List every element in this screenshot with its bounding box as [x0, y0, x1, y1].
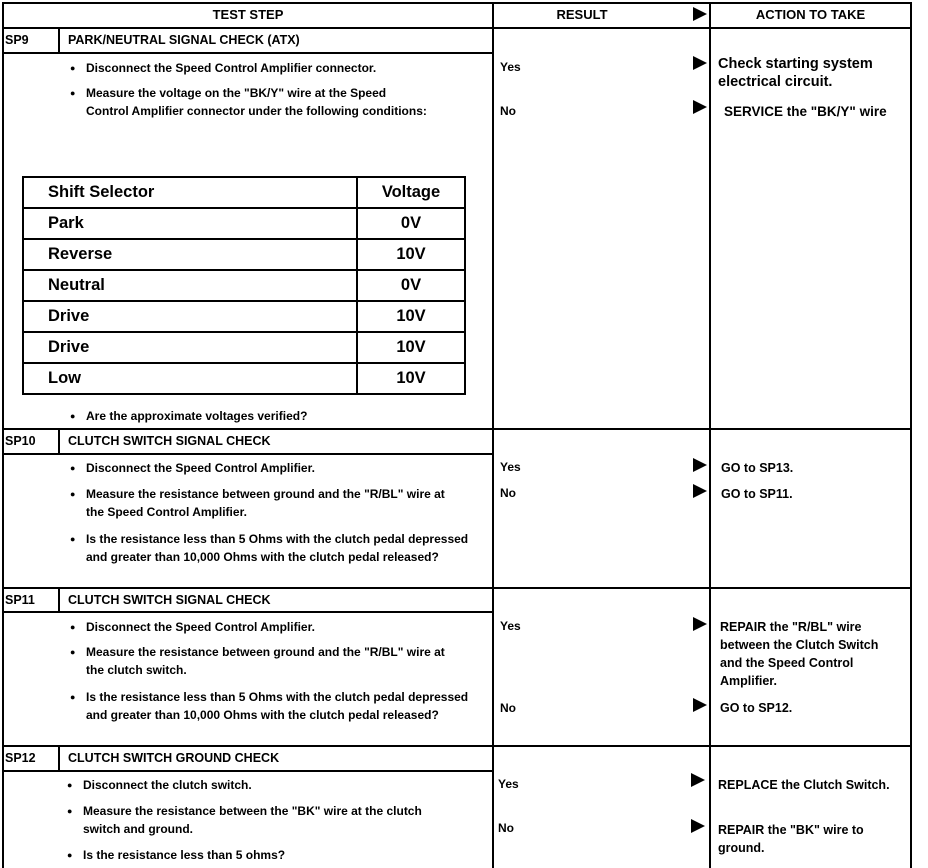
header-arrow-icon	[693, 7, 707, 21]
column-header: Voltage	[381, 183, 441, 201]
arrow-icon	[693, 698, 707, 712]
section-id: SP10	[5, 434, 36, 448]
shift-cell: Drive	[24, 333, 358, 362]
bullet-item: ● Disconnect the Speed Control Amplifier.	[86, 459, 466, 477]
table-row	[24, 271, 464, 302]
section-id: SP12	[5, 751, 36, 765]
voltage-cell: 10V	[396, 307, 426, 325]
action-text: SERVICE the "BK/Y" wire	[724, 104, 887, 119]
result-no: No	[500, 701, 516, 715]
sp10-top-border	[2, 428, 912, 430]
section-title: CLUTCH SWITCH SIGNAL CHECK	[68, 593, 271, 607]
bullet-item: ● Is the resistance less than 5 ohms?	[83, 846, 463, 864]
result-no: No	[500, 104, 516, 118]
section-title: CLUTCH SWITCH SIGNAL CHECK	[68, 434, 271, 448]
bullet-item: ● Disconnect the Speed Control Amplifier.	[86, 618, 466, 636]
id-column-border	[58, 27, 60, 53]
bullet-item: ● Measure the voltage on the "BK/Y" wire at the Speed Control Amplifier connector under the following conditions:	[86, 84, 431, 120]
table-right-border	[910, 2, 912, 868]
shift-cell: Neutral	[24, 271, 358, 300]
shift-cell: Drive	[24, 302, 358, 331]
action-column-border	[709, 2, 711, 868]
action-text: REPLACE the Clutch Switch.	[718, 778, 890, 792]
arrow-icon	[693, 56, 707, 70]
result-yes: Yes	[500, 460, 521, 474]
voltage-cell: 10V	[396, 369, 426, 387]
voltage-cell: 0V	[400, 214, 422, 232]
table-row	[24, 364, 464, 393]
section-id: SP11	[5, 593, 35, 607]
header-result: RESULT	[556, 7, 608, 22]
result-column-border	[492, 2, 494, 868]
action-text: GO to SP12.	[720, 701, 793, 715]
section-title: PARK/NEUTRAL SIGNAL CHECK (ATX)	[68, 33, 300, 47]
sp11-top-border	[2, 587, 912, 589]
sp10-title-underline	[2, 453, 494, 455]
result-no: No	[498, 821, 514, 835]
section-title: CLUTCH SWITCH GROUND CHECK	[68, 751, 280, 765]
section-id: SP9	[5, 33, 29, 47]
voltage-table-header	[24, 178, 464, 209]
result-yes: Yes	[500, 60, 521, 74]
sp11-title-underline	[2, 611, 494, 613]
voltage-cell: 10V	[396, 245, 426, 263]
sp9-title-underline	[2, 52, 494, 54]
bullet-item: ● Measure the resistance between the "BK" wire at the clutch switch and ground.	[83, 802, 453, 838]
action-text: REPAIR the "BK" wire to ground.	[718, 823, 864, 855]
bullet-item: ● Is the resistance less than 5 Ohms with the clutch pedal depressed and greater than 10,000 Ohms with the clutch pedal released?	[86, 688, 476, 724]
header-bottom-border	[2, 27, 912, 29]
column-header: Shift Selector	[24, 178, 358, 207]
bullet-item: ● Is the resistance less than 5 Ohms with the clutch pedal depressed and greater than 10,000 Ohms with the clutch pedal released?	[86, 530, 476, 566]
action-text: REPAIR the "R/BL" wire between the Clutch Switch and the Speed Control Amplifier.	[720, 620, 879, 688]
id-column-border-sp11	[58, 587, 60, 612]
arrow-icon	[691, 773, 705, 787]
result-yes: Yes	[498, 777, 519, 791]
bullet-item: ● Disconnect the clutch switch.	[83, 776, 463, 794]
header-test-step: TEST STEP	[212, 7, 284, 22]
table-left-border	[2, 2, 4, 868]
sp12-title-underline	[2, 770, 494, 772]
id-column-border-sp10	[58, 428, 60, 454]
shift-cell: Park	[24, 209, 358, 238]
bullet-item: ● Measure the resistance between ground and the "R/BL" wire at the clutch switch.	[86, 643, 446, 679]
voltage-cell: 0V	[400, 276, 422, 294]
arrow-icon	[693, 484, 707, 498]
sp12-top-border	[2, 745, 912, 747]
arrow-icon	[691, 819, 705, 833]
id-column-border-sp12	[58, 745, 60, 771]
table-row	[24, 209, 464, 240]
bullet-item: ● Measure the resistance between ground and the "R/BL" wire at the Speed Control Amplifier.	[86, 485, 456, 521]
table-top-border	[2, 2, 912, 4]
arrow-icon	[693, 100, 707, 114]
arrow-icon	[693, 617, 707, 631]
shift-cell: Reverse	[24, 240, 358, 269]
bullet-item: ● Are the approximate voltages verified?	[86, 407, 466, 425]
voltage-table	[22, 176, 466, 395]
action-text: GO to SP11.	[721, 487, 793, 501]
bullet-item: ● Disconnect the Speed Control Amplifier connector.	[86, 59, 466, 77]
voltage-cell: 10V	[396, 338, 426, 356]
action-text: Check starting system electrical circuit.	[718, 56, 873, 90]
result-yes: Yes	[500, 619, 521, 633]
shift-cell: Low	[24, 364, 358, 393]
table-row	[24, 302, 464, 333]
table-row	[24, 240, 464, 271]
header-action: ACTION TO TAKE	[755, 7, 866, 22]
result-no: No	[500, 486, 516, 500]
arrow-icon	[693, 458, 707, 472]
table-row	[24, 333, 464, 364]
action-text: GO to SP13.	[721, 461, 794, 475]
